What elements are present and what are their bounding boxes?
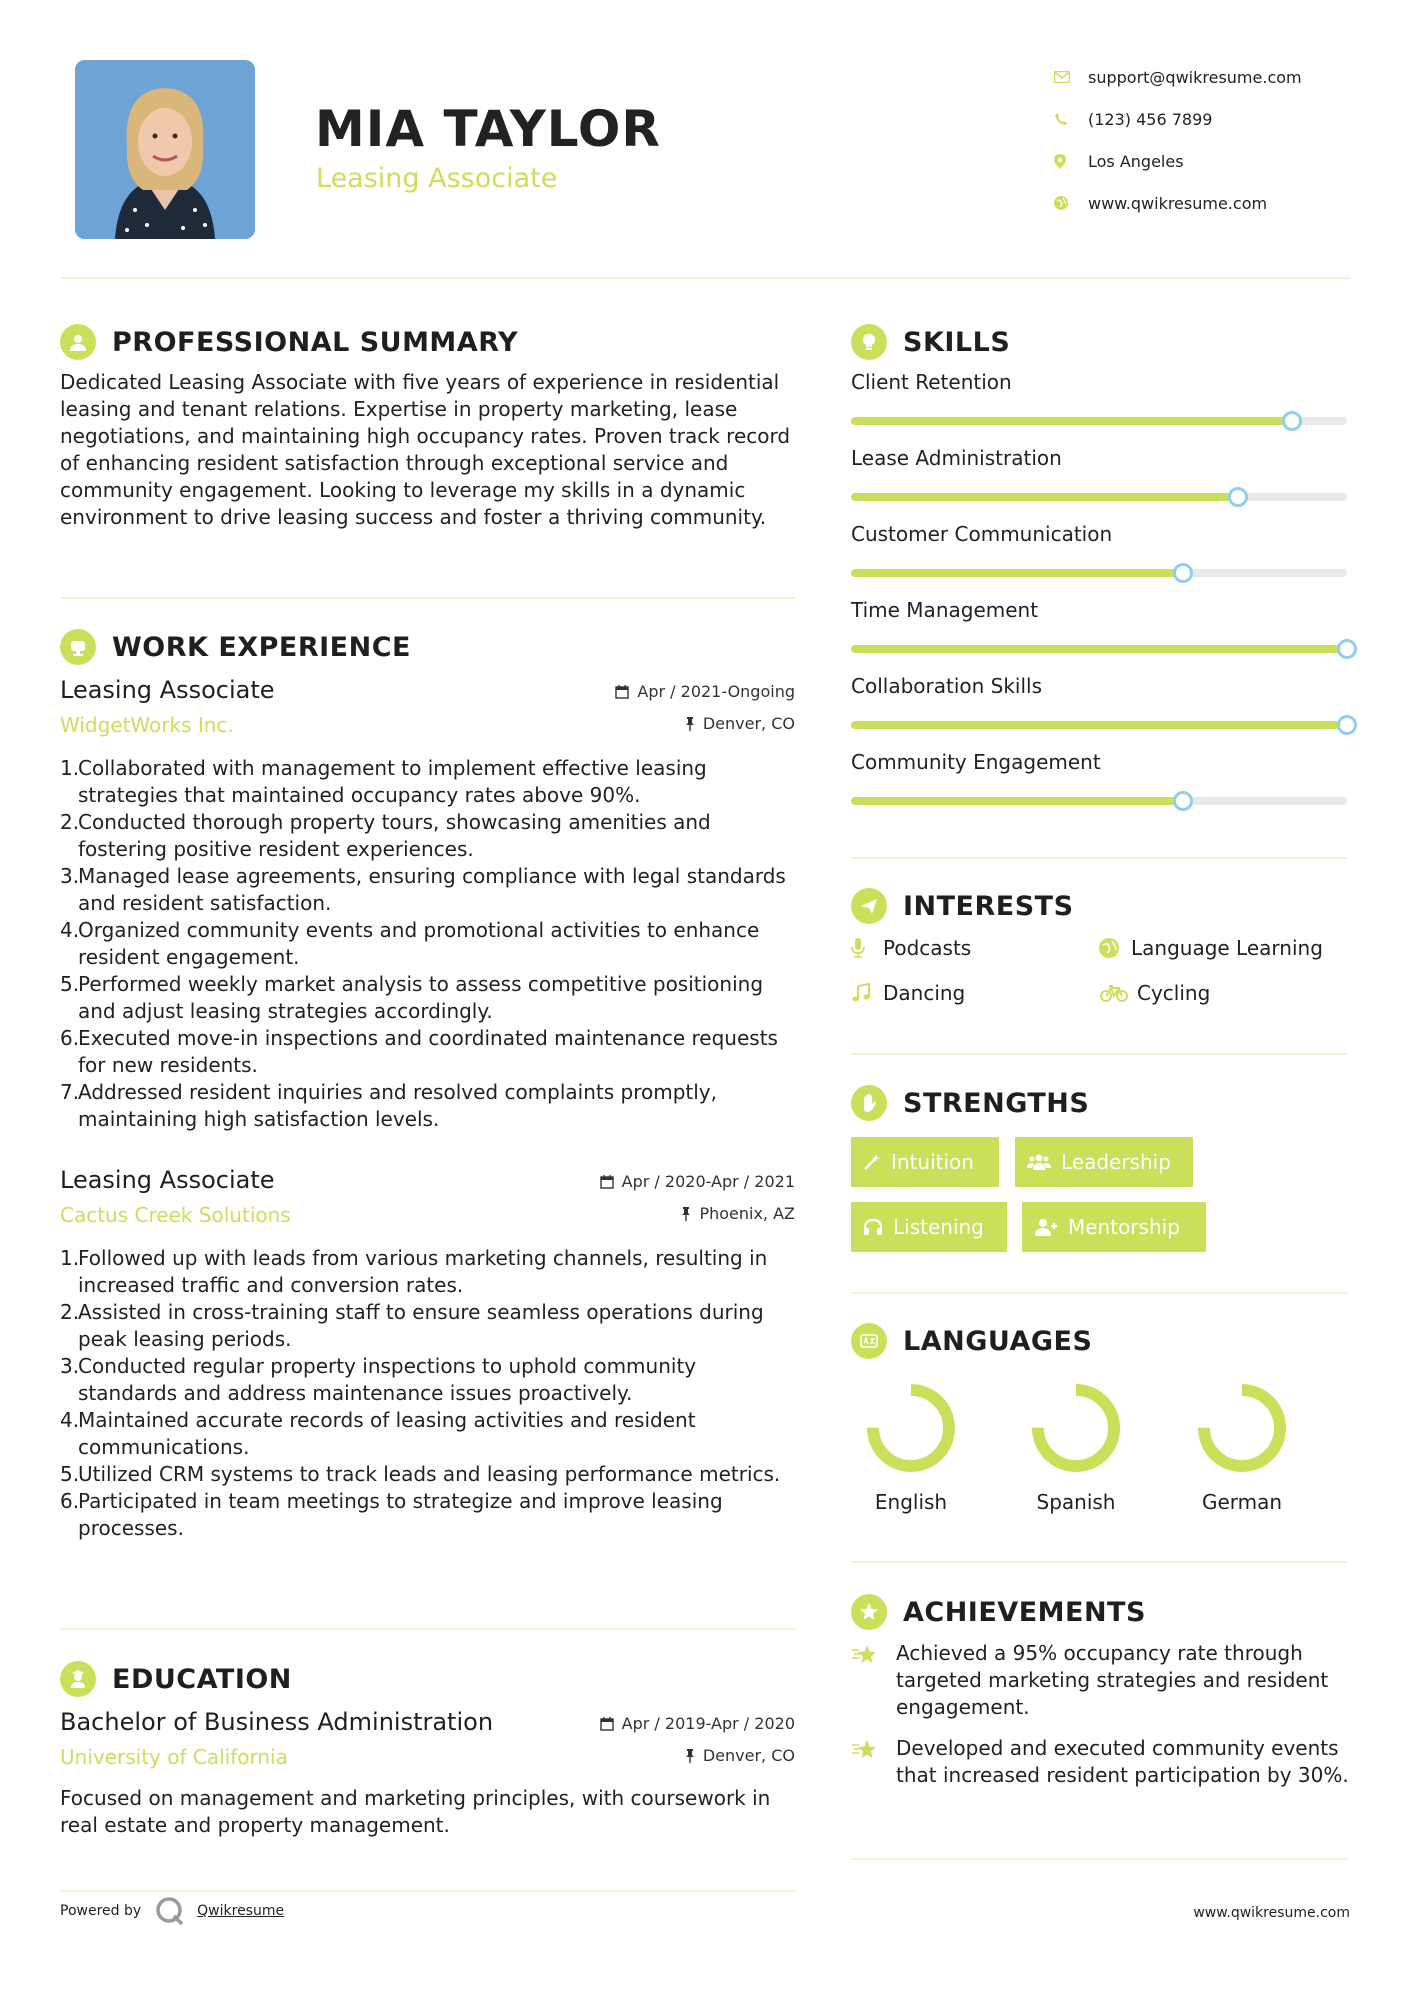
skill-bar-knob	[1337, 715, 1357, 735]
interest-item	[851, 936, 971, 960]
list-item: 4. Organized community events and promotional activities to enhance resident engagement.	[60, 918, 760, 969]
contact-website[interactable]	[1050, 182, 1380, 224]
globe-icon	[1050, 196, 1088, 210]
map-pin-icon	[1050, 154, 1088, 169]
education-title: EDUCATION	[112, 1663, 292, 1695]
powered-by-text: Powered by	[60, 1903, 142, 1919]
interests-heading	[851, 888, 1074, 924]
job-bullets	[60, 755, 795, 1133]
list-item: 4. Maintained accurate records of leasing activities and resident communications.	[60, 1408, 696, 1459]
graduate-icon	[60, 1661, 96, 1697]
education-location	[685, 1746, 795, 1765]
footer-powered-by	[60, 1896, 284, 1926]
pushpin-icon	[681, 1207, 691, 1221]
skill-bar-fill	[851, 493, 1238, 501]
skills-title: SKILLS	[903, 326, 1011, 358]
job-date-text: Apr / 2021-Ongoing	[637, 682, 795, 701]
language-label: German	[1201, 1490, 1283, 1514]
experience-divider	[60, 1628, 795, 1630]
skill-bar	[851, 721, 1347, 729]
education-description: Focused on management and marketing principles, with coursework in real estate and property management.	[60, 1786, 771, 1837]
interest-label: Cycling	[1137, 981, 1211, 1005]
interest-label: Dancing	[883, 981, 966, 1005]
skill-bar-knob	[1282, 411, 1302, 431]
job-location-text: Denver, CO	[702, 714, 795, 733]
achievements-heading	[851, 1594, 1146, 1630]
strength-label: Mentorship	[1068, 1215, 1180, 1239]
star-badge-icon	[851, 1594, 887, 1630]
interests-divider	[851, 1053, 1348, 1055]
interest-item	[851, 981, 965, 1005]
job-date-text: Apr / 2020-Apr / 2021	[621, 1172, 795, 1191]
interest-item	[1099, 981, 1210, 1005]
list-item: 6. Executed move-in inspections and coordinated maintenance requests for new residents.	[60, 1026, 778, 1077]
skill-label: Customer Communication	[851, 522, 1113, 546]
star-icon	[851, 1640, 896, 1721]
magic-wand-icon	[863, 1153, 881, 1171]
skills-heading	[851, 324, 1010, 360]
job-title: Leasing Associate	[60, 1166, 275, 1194]
contact-email-text: support@qwikresume.com	[1088, 67, 1302, 87]
skill-bar	[851, 797, 1347, 805]
language-ring	[851, 1378, 971, 1478]
skills-divider	[851, 857, 1348, 859]
summary-divider	[60, 597, 795, 599]
strength-badge	[851, 1202, 1007, 1252]
contact-list	[1050, 56, 1380, 224]
strengths-title: STRENGTHS	[903, 1087, 1090, 1119]
experience-title: WORK EXPERIENCE	[112, 631, 411, 663]
lightbulb-icon	[851, 324, 887, 360]
languages-heading	[851, 1323, 1092, 1359]
achievement-item	[851, 1735, 1351, 1789]
strength-badge	[1022, 1202, 1206, 1252]
skill-bar-fill	[851, 797, 1183, 805]
headphones-icon	[863, 1218, 883, 1236]
job-location-text: Phoenix, AZ	[699, 1204, 795, 1223]
interest-label: Language Learning	[1131, 936, 1323, 960]
language-ring-arc	[873, 1390, 949, 1466]
interest-label: Podcasts	[883, 936, 972, 960]
list-item: 1. Collaborated with management to implement effective leasing strategies that maintained occupancy rates above 90%.	[60, 756, 707, 807]
skill-label: Client Retention	[851, 370, 1012, 394]
contact-phone[interactable]	[1050, 98, 1380, 140]
skill-bar-fill	[851, 721, 1347, 729]
skill-item	[851, 446, 1351, 522]
user-icon	[60, 324, 96, 360]
strength-badge	[1015, 1137, 1193, 1187]
list-item: 2. Conducted thorough property tours, showcasing amenities and fostering positive resident experiences.	[60, 810, 711, 861]
job-location	[681, 1204, 795, 1223]
achievement-text: Achieved a 95% occupancy rate through targeted marketing strategies and resident engagement.	[896, 1641, 1329, 1719]
language-item	[1016, 1378, 1136, 1514]
skill-item	[851, 750, 1351, 826]
job-date	[600, 1172, 795, 1191]
contact-location-text: Los Angeles	[1088, 151, 1184, 171]
microphone-icon	[851, 938, 879, 958]
achievements-divider	[851, 1858, 1348, 1860]
skill-bar	[851, 493, 1347, 501]
list-item: 2. Assisted in cross-training staff to ensure seamless operations during peak leasing periods.	[60, 1300, 764, 1351]
contact-phone-text: (123) 456 7899	[1088, 109, 1213, 129]
strength-badge	[851, 1137, 999, 1187]
skill-label: Time Management	[851, 598, 1039, 622]
skill-item	[851, 370, 1351, 446]
candidate-name: MIA TAYLOR	[315, 100, 661, 158]
qwikresume-link[interactable]: Qwikresume	[197, 1903, 285, 1919]
skills-list	[851, 370, 1351, 826]
skill-label: Lease Administration	[851, 446, 1062, 470]
strength-label: Leadership	[1061, 1150, 1171, 1174]
list-item: 3. Conducted regular property inspections to uphold community standards and address maintenance issues proactively.	[60, 1354, 697, 1405]
skill-bar-fill	[851, 645, 1347, 653]
hand-icon	[851, 1085, 887, 1121]
star-icon	[851, 1735, 896, 1789]
education-location-text: Denver, CO	[702, 1746, 795, 1765]
language-ring-arc	[1038, 1390, 1114, 1466]
language-item	[851, 1378, 971, 1514]
pushpin-icon	[685, 1749, 695, 1763]
job-bullets	[60, 1245, 795, 1542]
job-entry	[60, 676, 795, 1133]
strengths-divider	[851, 1292, 1348, 1294]
paper-plane-icon	[851, 888, 887, 924]
job-location	[685, 714, 795, 733]
language-ring-arc	[1204, 1390, 1280, 1466]
skill-bar-knob	[1337, 639, 1357, 659]
contact-location	[1050, 140, 1380, 182]
school-name: University of California	[60, 1745, 288, 1769]
skill-bar	[851, 417, 1347, 425]
skill-bar-fill	[851, 569, 1183, 577]
job-company: Cactus Creek Solutions	[60, 1203, 291, 1227]
profile-photo	[75, 60, 255, 239]
language-label: Spanish	[1036, 1490, 1116, 1514]
job-title: Leasing Associate	[60, 676, 275, 704]
qwikresume-logo-icon	[155, 1896, 185, 1926]
experience-heading	[60, 629, 411, 665]
skill-label: Collaboration Skills	[851, 674, 1043, 698]
footer-divider	[60, 1890, 795, 1892]
strengths-heading	[851, 1085, 1089, 1121]
education-date	[600, 1714, 795, 1733]
interest-item	[1099, 936, 1323, 960]
contact-email[interactable]	[1050, 56, 1380, 98]
skill-bar-knob	[1173, 791, 1193, 811]
pushpin-icon	[685, 717, 695, 731]
strength-label: Listening	[893, 1215, 984, 1239]
interests-title: INTERESTS	[903, 890, 1074, 922]
globe-icon	[1099, 938, 1127, 958]
user-plus-icon	[1034, 1218, 1058, 1236]
languages-title: LANGUAGES	[903, 1325, 1093, 1357]
achievement-item	[851, 1640, 1351, 1721]
education-heading	[60, 1661, 292, 1697]
achievement-text: Developed and executed community events that increased resident participation by 30%.	[896, 1736, 1349, 1787]
calendar-icon	[600, 1717, 614, 1731]
music-note-icon	[851, 983, 879, 1003]
contact-website-text: www.qwikresume.com	[1088, 193, 1268, 213]
languages-divider	[851, 1561, 1348, 1563]
calendar-icon	[600, 1175, 614, 1189]
envelope-icon	[1050, 71, 1088, 83]
language-ring	[1016, 1378, 1136, 1478]
skill-label: Community Engagement	[851, 750, 1101, 774]
skill-bar	[851, 569, 1347, 577]
skill-item	[851, 598, 1351, 674]
achievements-title: ACHIEVEMENTS	[903, 1596, 1146, 1628]
bicycle-icon	[1099, 984, 1133, 1002]
skill-bar-knob	[1228, 487, 1248, 507]
language-icon	[851, 1323, 887, 1359]
candidate-role: Leasing Associate	[316, 163, 558, 194]
list-item: 5. Performed weekly market analysis to assess competitive positioning and adjust leasing strategies accordingly.	[60, 972, 764, 1023]
education-entry	[60, 1708, 795, 1839]
phone-icon	[1050, 112, 1088, 126]
degree-title: Bachelor of Business Administration	[60, 1708, 494, 1736]
skill-bar-fill	[851, 417, 1292, 425]
calendar-icon	[615, 685, 629, 699]
language-ring	[1182, 1378, 1302, 1478]
job-company: WidgetWorks Inc.	[60, 713, 234, 737]
language-item	[1182, 1378, 1302, 1514]
skill-bar-knob	[1173, 563, 1193, 583]
job-date	[615, 682, 795, 701]
footer-url[interactable]: www.qwikresume.com	[1193, 1905, 1350, 1921]
summary-title: PROFESSIONAL SUMMARY	[112, 326, 519, 358]
education-date-text: Apr / 2019-Apr / 2020	[621, 1714, 795, 1733]
list-item: 1. Followed up with leads from various marketing channels, resulting in increased traffic and conversion rates.	[60, 1246, 768, 1297]
list-item: 5. Utilized CRM systems to track leads and leasing performance metrics.	[60, 1462, 781, 1486]
summary-text: Dedicated Leasing Associate with five years of experience in residential leasing and tenant relations. Expertise in property marketing, lease negotiations, and maintaining high occupancy rates. Proven track record of enhancing resident satisfaction through exceptional service and community engagement. Looking to leverage my skills in a dynamic environment to drive leasing success and foster a thriving community.	[60, 370, 791, 529]
job-entry	[60, 1166, 795, 1542]
skill-item	[851, 674, 1351, 750]
summary-heading	[60, 324, 518, 360]
header-divider	[60, 277, 1350, 279]
language-label: English	[874, 1490, 948, 1514]
list-item: 7. Addressed resident inquiries and resolved complaints promptly, maintaining high satisfaction levels.	[60, 1080, 718, 1131]
briefcase-icon	[60, 629, 96, 665]
list-item: 3. Managed lease agreements, ensuring compliance with legal standards and resident satisfaction.	[60, 864, 786, 915]
skill-item	[851, 522, 1351, 598]
strength-label: Intuition	[891, 1150, 974, 1174]
skill-bar	[851, 645, 1347, 653]
group-icon	[1027, 1153, 1051, 1171]
list-item: 6. Participated in team meetings to strategize and improve leasing processes.	[60, 1489, 723, 1540]
